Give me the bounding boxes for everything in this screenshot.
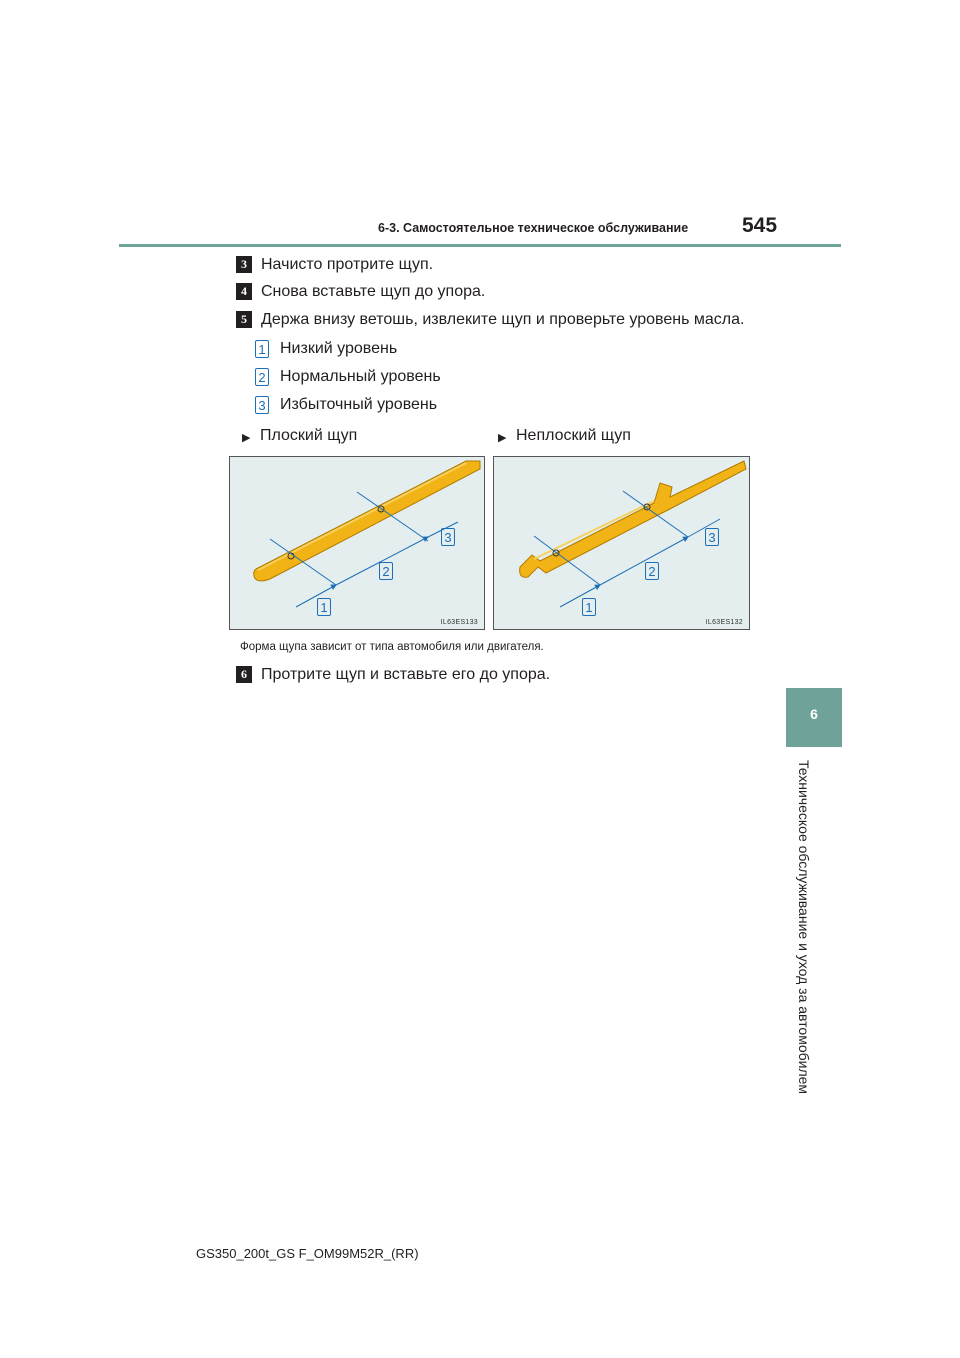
step-4-badge: 4 (236, 283, 252, 300)
step-6-text: Протрите щуп и вставьте его до упора. (261, 666, 551, 683)
level-2-number: 2 (255, 368, 269, 386)
step-6-badge: 6 (236, 666, 252, 683)
section-title: 6-3. Самостоятельное техническое обслуживание (378, 221, 689, 235)
fig1-callout-3: 3 (441, 528, 455, 546)
dipstick-blade (520, 461, 746, 577)
chapter-tab: 6 (786, 688, 842, 747)
fig2-callout-2: 2 (645, 562, 659, 580)
flat-marker-icon: ▶ (242, 432, 251, 444)
chapter-title-vertical (790, 760, 820, 1095)
level-1-number: 1 (255, 340, 269, 358)
fig2-callout-3: 3 (705, 528, 719, 546)
fig1-callout-2: 2 (379, 562, 393, 580)
chapter-title-text: Техническое обслуживание и уход за автомобилем (796, 760, 812, 1095)
figure-caption: Форма щупа зависит от типа автомобиля или двигателя. (240, 641, 544, 653)
footer-code: GS350_200t_GS F_OM99M52R_(RR) (196, 1246, 419, 1261)
level-2-text: Нормальный уровень (280, 368, 441, 385)
step-3-text: Начисто протрите щуп. (261, 256, 434, 273)
header-divider (119, 244, 841, 247)
step-5-text: Держа внизу ветошь, извлеките щуп и проверьте уровень масла. (261, 311, 745, 328)
flat-dipstick-label: Плоский щуп (260, 427, 358, 444)
fig2-callout-1: 1 (582, 598, 596, 616)
fig1-code: IL63ES133 (440, 619, 478, 626)
nonflat-dipstick-label: Неплоский щуп (516, 427, 631, 444)
dipstick-blade (254, 461, 480, 581)
flat-dipstick-figure (229, 456, 485, 630)
nonflat-marker-icon: ▶ (498, 432, 507, 444)
step-4-text: Снова вставьте щуп до упора. (261, 283, 486, 300)
page-number: 545 (742, 214, 778, 237)
level-3-text: Избыточный уровень (280, 396, 438, 413)
fig1-callout-1: 1 (317, 598, 331, 616)
nonflat-dipstick-figure (493, 456, 750, 630)
fig2-code: IL63ES132 (705, 619, 743, 626)
step-5-badge: 5 (236, 311, 252, 328)
step-3-badge: 3 (236, 256, 252, 273)
level-3-number: 3 (255, 396, 269, 414)
level-1-text: Низкий уровень (280, 340, 398, 357)
